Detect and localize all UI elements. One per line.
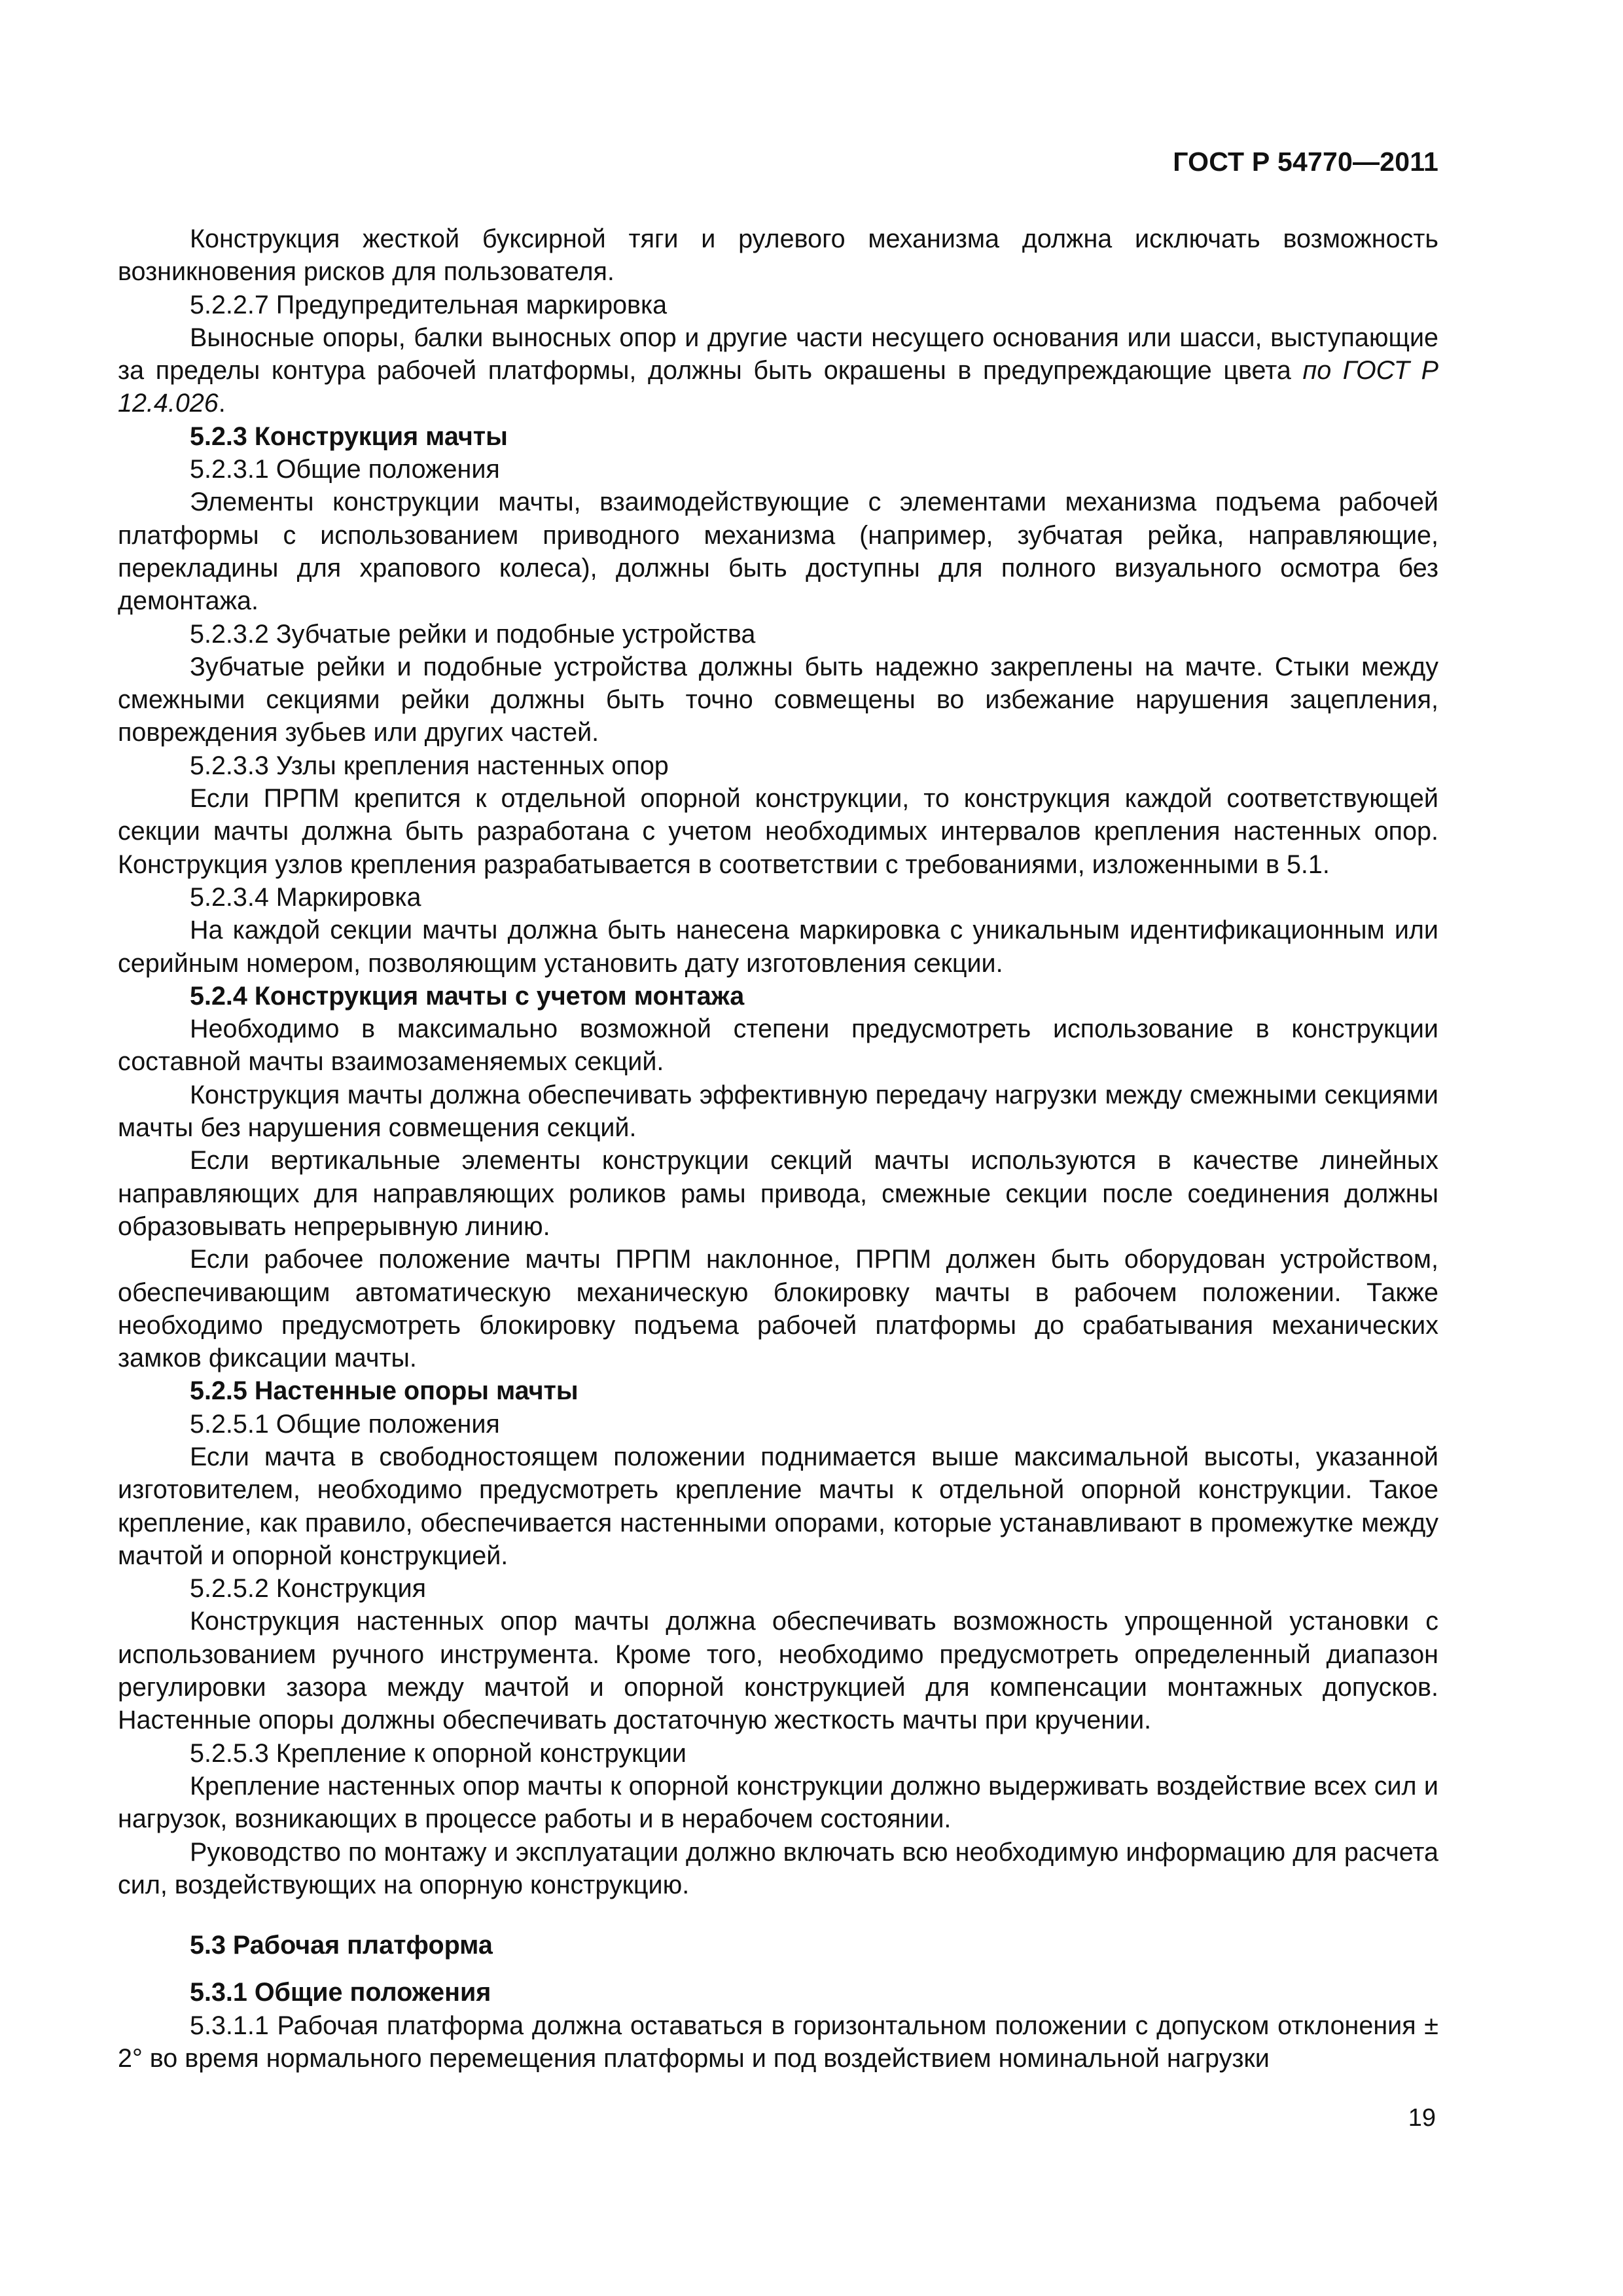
paragraph: Элементы конструкции мачты, взаимодействующие с элементами механизма подъема рабочей платформы с использованием приводного механизма (например, зубчатая рейка, направляющие, перекладины для храпового колеса), должны быть доступны для полного визуального осмотра без демонтажа. xyxy=(118,488,1438,616)
paragraph-tail: . xyxy=(218,389,226,418)
standard-designation: ГОСТ Р 54770—2011 xyxy=(1173,147,1438,177)
clause-heading: 5.2.3.4 Маркировка xyxy=(190,882,421,912)
paragraph: Крепление настенных опор мачты к опорной конструкции должно выдерживать воздействие всех сил и нагрузок, возникающих в процессе работы и в нерабочем состоянии. xyxy=(118,1771,1438,1834)
paragraph: Если рабочее положение мачты ПРПМ наклонное, ПРПМ должен быть оборудован устройством, обеспечивающим автоматическую механическую блокировку мачты в рабочем положении. Также необходимо предусмотреть блокировку подъема рабочей платформы до срабатывания механических замков фиксации мачты. xyxy=(118,1245,1438,1373)
paragraph: На каждой секции мачты должна быть нанесена маркировка с уникальным идентификационным или серийным номером, позволяющим установить дату изготовления секции. xyxy=(118,916,1438,978)
section-heading: 5.3.1 Общие положения xyxy=(190,1978,491,2007)
paragraph xyxy=(118,321,1438,420)
section-heading: 5.2.4 Конструкция мачты с учетом монтажа xyxy=(190,981,745,1011)
body-text xyxy=(118,223,1438,2075)
paragraph: Если ПРПМ крепится к отдельной опорной конструкции, то конструкция каждой соответствующей секции мачты должна быть разработана с учетом необходимых интервалов крепления настенных опор. Конструкция узлов крепления разрабатывается в соответствии с требованиями, изложенными в 5.1. xyxy=(118,784,1438,879)
paragraph: Конструкция мачты должна обеспечивать эффективную передачу нагрузки между смежными секциями мачты без нарушения совмещения секций. xyxy=(118,1080,1438,1143)
paragraph: Если вертикальные элементы конструкции секций мачты используются в качестве линейных направляющих для направляющих роликов рамы привода, смежные секции после соединения должны образовывать непрерывную линию. xyxy=(118,1146,1438,1241)
section-heading: 5.2.5 Настенные опоры мачты xyxy=(190,1376,579,1406)
paragraph: Зубчатые рейки и подобные устройства должны быть надежно закреплены на мачте. Стыки между смежными секциями рейки должны быть точно совмещены во избежание нарушения зацепления, повреждения зубьев или других частей. xyxy=(118,652,1438,747)
paragraph: Конструкция настенных опор мачты должна обеспечивать возможность упрощенной установки с использованием ручного инструмента. Кроме того, необходимо предусмотреть определенный диапазон регулировки зазора между мачтой и опорной конструкцией для компенсации монтажных допусков. Настенные опоры должны обеспечивать достаточную жесткость мачты при кручении. xyxy=(118,1607,1438,1735)
paragraph: 5.3.1.1 Рабочая платформа должна оставаться в горизонтальном положении с допуском отклонения ± 2° во время нормального перемещения платформы и под воздействием номинальной нагрузки xyxy=(118,2011,1438,2073)
clause-heading: 5.2.2.7 Предупредительная маркировка xyxy=(190,290,668,319)
section-heading: 5.3 Рабочая платформа xyxy=(190,1931,493,1960)
paragraph: Руководство по монтажу и эксплуатации должно включать всю необходимую информацию для расчета сил, воздействующих на опорную конструкцию. xyxy=(118,1837,1438,1899)
section-heading: 5.2.3 Конструкция мачты xyxy=(190,422,508,451)
clause-heading: 5.2.5.1 Общие положения xyxy=(190,1409,500,1439)
paragraph: Необходимо в максимально возможной степени предусмотреть использование в конструкции составной мачты взаимозаменяемых секций. xyxy=(118,1014,1438,1077)
clause-heading: 5.2.3.3 Узлы крепления настенных опор xyxy=(190,751,669,780)
clause-heading: 5.2.5.2 Конструкция xyxy=(190,1574,427,1604)
paragraph-text: Выносные опоры, балки выносных опор и другие части несущего основания или шасси, выступающие за пределы контура рабочей платформы, должны быть окрашены в предупреждающие цвета xyxy=(118,323,1438,386)
standard-reference: по ГОСТ Р 12.4.026 xyxy=(118,356,1439,418)
clause-heading: 5.2.5.3 Крепление к опорной конструкции xyxy=(190,1738,687,1768)
page-number: 19 xyxy=(1408,2104,1436,2132)
clause-heading: 5.2.3.2 Зубчатые рейки и подобные устройства xyxy=(190,619,756,649)
clause-heading: 5.2.3.1 Общие положения xyxy=(190,455,500,484)
paragraph: Конструкция жесткой буксирной тяги и рулевого механизма должна исключать возможность возникновения рисков для пользователя. xyxy=(118,224,1438,287)
paragraph: Если мачта в свободностоящем положении поднимается выше максимальной высоты, указанной изготовителем, необходимо предусмотреть крепление мачты к отдельной опорной конструкции. Такое крепление, как правило, обеспечивается настенными опорами, которые устанавливают в промежутке между мачтой и опорной конструкцией. xyxy=(118,1442,1438,1570)
